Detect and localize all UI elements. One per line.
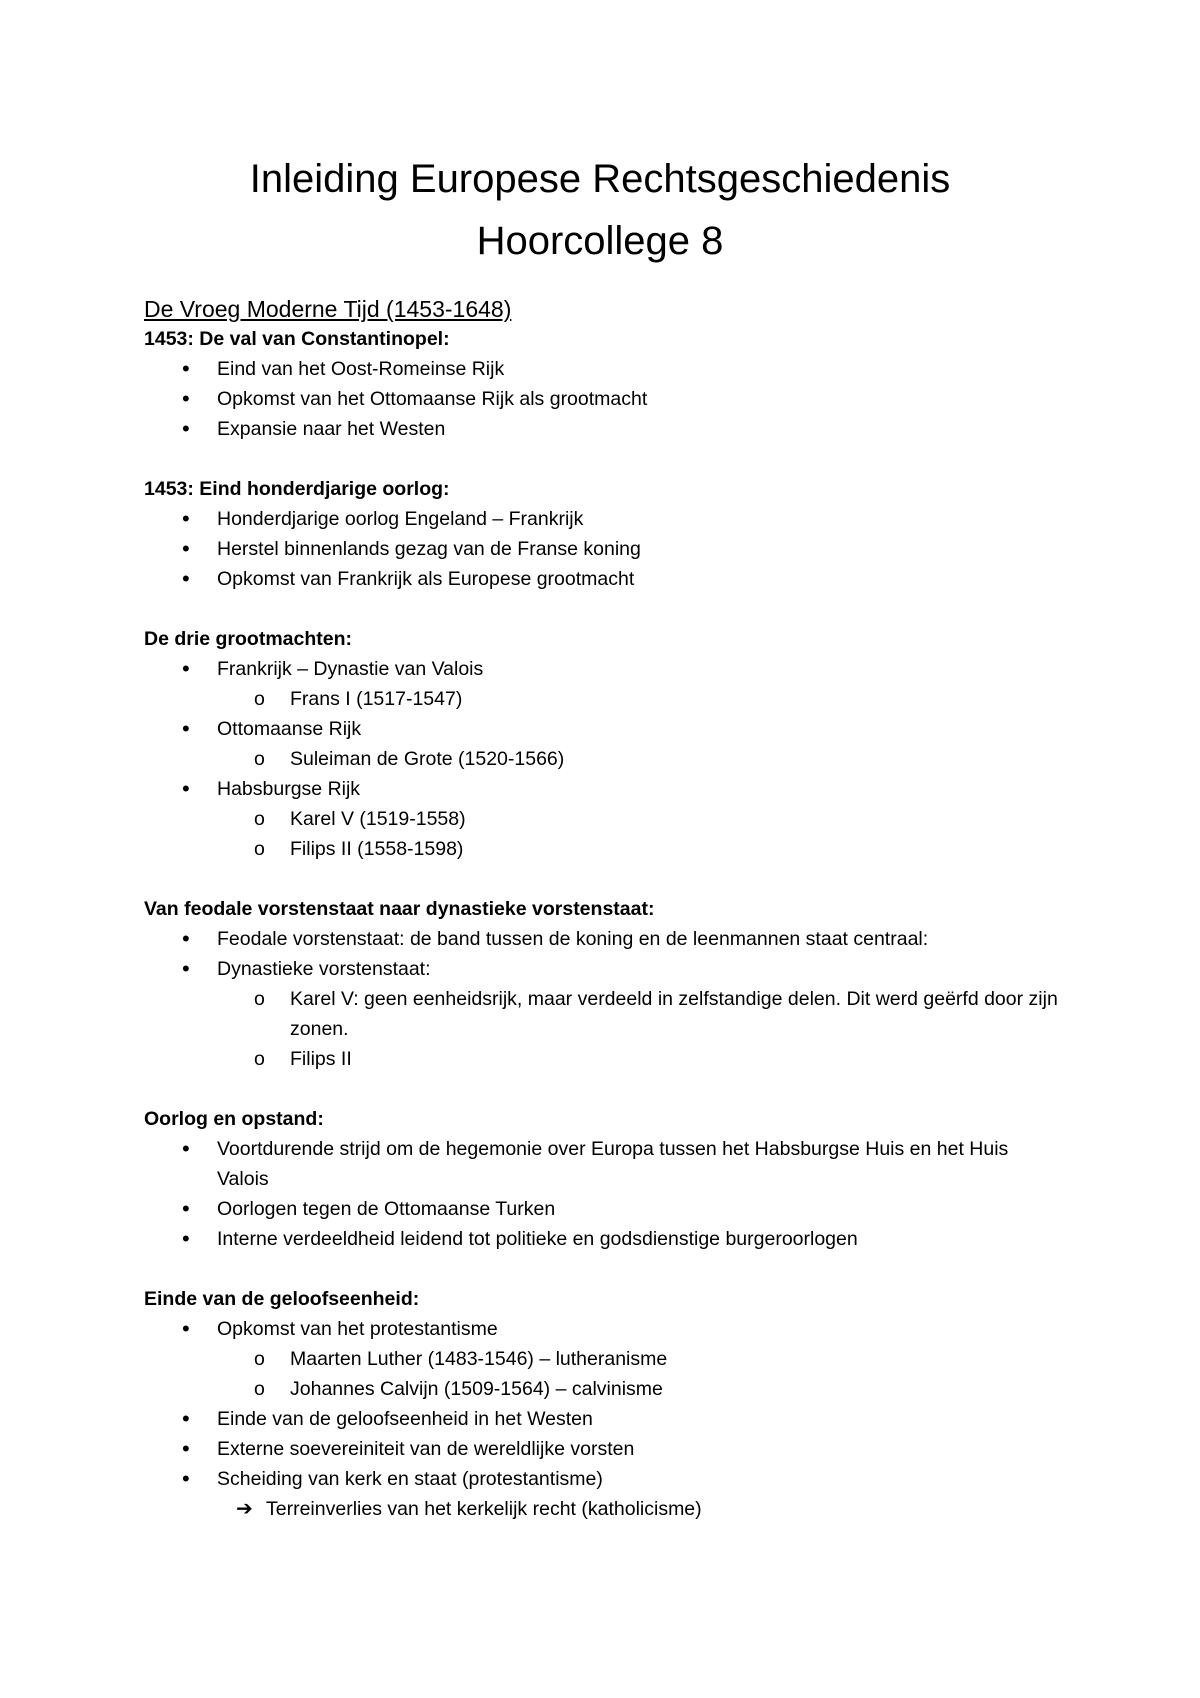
sub-list-item: o Filips II (1558-1598) [144,834,1064,864]
sub-list-item: o Suleiman de Grote (1520-1566) [144,744,1064,774]
list-item: • Feodale vorstenstaat: de band tussen de koning en de leenmannen staat centraal: [144,924,1064,954]
bullet-list [144,924,1064,1074]
list-item: • Oorlogen tegen de Ottomaanse Turken [144,1194,1064,1224]
section-subtitle: De Vroeg Moderne Tijd (1453-1648) [144,296,512,322]
list-item: • Scheiding van kerk en staat (protestantisme) [144,1464,1064,1494]
list-item: • Opkomst van het Ottomaanse Rijk als grootmacht [144,384,1064,414]
sub-list-item: o Filips II [144,1044,1064,1074]
list-item: • Ottomaanse Rijk [144,714,1064,744]
bullet-list [144,354,1064,444]
list-item: • Opkomst van het protestantisme [144,1314,1064,1344]
list-item: • Dynastieke vorstenstaat: [144,954,1064,984]
list-item: • Herstel binnenlands gezag van de Franse koning [144,534,1064,564]
bullet-list [144,504,1064,594]
list-item: • Einde van de geloofseenheid in het Westen [144,1404,1064,1434]
section-heading: 1453: Eind honderdjarige oorlog: [144,478,450,500]
arrow-item-text: Terreinverlies van het kerkelijk recht (katholicisme) [266,1498,702,1520]
section-heading: Oorlog en opstand: [144,1108,324,1130]
bullet-list [144,1314,1064,1524]
bullet-list [144,654,1064,864]
right-arrow-icon: ➔ [236,1498,253,1520]
section-heading: Van feodale vorstenstaat naar dynastieke vorstenstaat: [144,898,655,920]
sub-list-item: o Karel V: geen eenheidsrijk, maar verdeeld in zelfstandige delen. Dit werd geërfd door zijn zonen. [144,984,1064,1044]
list-item: • Voortdurende strijd om de hegemonie over Europa tussen het Habsburgse Huis en het Huis Valois [144,1134,1064,1194]
list-item: • Habsburgse Rijk [144,774,1064,804]
title-line-1: Inleiding Europese Rechtsgeschiedenis [249,157,951,201]
bullet-list [144,1134,1064,1254]
list-item: • Honderdjarige oorlog Engeland – Frankrijk [144,504,1064,534]
list-item: • Frankrijk – Dynastie van Valois [144,654,1064,684]
section-heading: De drie grootmachten: [144,628,353,650]
list-item: • Opkomst van Frankrijk als Europese grootmacht [144,564,1064,594]
sub-list-item: o Maarten Luther (1483-1546) – lutheranisme [144,1344,1064,1374]
sub-list-item: o Johannes Calvijn (1509-1564) – calvinisme [144,1374,1064,1404]
title-line-2: Hoorcollege 8 [476,219,724,263]
document-body [144,294,1064,1554]
sub-list-item: o Frans I (1517-1547) [144,684,1064,714]
list-item: • Externe soevereiniteit van de wereldlijke vorsten [144,1434,1064,1464]
document-title [0,148,1200,272]
list-item: • Interne verdeeldheid leidend tot politieke en godsdienstige burgeroorlogen [144,1224,1064,1254]
section-heading: Einde van de geloofseenheid: [144,1288,420,1310]
list-item: • Eind van het Oost-Romeinse Rijk [144,354,1064,384]
section-heading: 1453: De val van Constantinopel: [144,328,450,350]
list-item: • Expansie naar het Westen [144,414,1064,444]
arrow-list-item [144,1494,1064,1524]
sub-list-item: o Karel V (1519-1558) [144,804,1064,834]
